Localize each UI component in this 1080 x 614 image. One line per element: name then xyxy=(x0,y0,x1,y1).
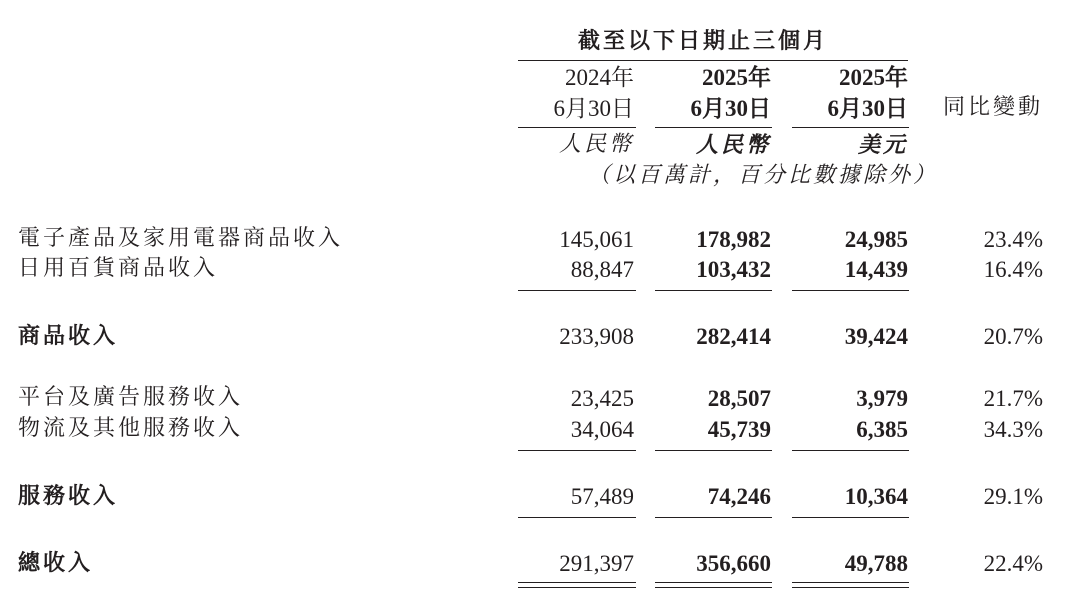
row-label: 日用百貨商品收入 xyxy=(18,256,219,281)
value-yoy: 16.4% xyxy=(983,257,1043,282)
col-2025-rmb-year: 2025年 xyxy=(702,65,771,90)
total-double-rule xyxy=(518,582,636,583)
col-2025-usd-rule xyxy=(792,127,909,128)
col-2024-date: 6月30日 xyxy=(553,96,634,121)
value-2025-rmb: 282,414 xyxy=(696,324,771,349)
subtotal-rule xyxy=(792,517,909,518)
value-2025-rmb: 178,982 xyxy=(696,227,771,252)
value-yoy: 21.7% xyxy=(983,386,1043,411)
total-double-rule xyxy=(792,587,909,588)
value-2024: 23,425 xyxy=(570,386,634,411)
unit-note: （以百萬計，百分比數據除外） xyxy=(588,163,939,188)
value-2025-rmb: 356,660 xyxy=(696,551,771,576)
value-2025-rmb: 103,432 xyxy=(696,257,771,282)
value-2025-usd: 3,979 xyxy=(856,386,908,411)
row-label-subtotal: 服務收入 xyxy=(18,483,119,509)
subtotal-rule xyxy=(518,517,636,518)
col-yoy-header: 同比變動 xyxy=(942,95,1043,120)
subtotal-rule xyxy=(655,450,772,451)
subtotal-rule xyxy=(655,290,772,291)
subtotal-rule xyxy=(518,290,636,291)
col-2024-rule xyxy=(518,127,636,128)
row-label-subtotal: 商品收入 xyxy=(18,323,119,349)
col-2025-usd-date: 6月30日 xyxy=(827,96,908,121)
value-2024: 57,489 xyxy=(570,484,634,509)
row-label: 平台及廣告服務收入 xyxy=(18,385,244,410)
value-yoy: 23.4% xyxy=(983,227,1043,252)
value-2025-usd: 39,424 xyxy=(844,324,908,349)
col-2024-currency: 人民幣 xyxy=(558,132,634,157)
value-2025-rmb: 74,246 xyxy=(707,484,771,509)
value-2025-usd: 14,439 xyxy=(844,257,908,282)
value-2025-usd: 10,364 xyxy=(844,484,908,509)
col-2025-rmb-currency: 人民幣 xyxy=(695,132,771,158)
value-yoy: 29.1% xyxy=(983,484,1043,509)
value-2025-usd: 49,788 xyxy=(844,551,908,576)
col-2025-rmb-rule xyxy=(655,127,772,128)
value-2025-usd: 24,985 xyxy=(844,227,908,252)
value-2024: 88,847 xyxy=(570,257,634,282)
total-double-rule xyxy=(655,587,772,588)
total-double-rule xyxy=(792,582,909,583)
col-2025-rmb-date: 6月30日 xyxy=(690,96,771,121)
col-2025-usd-currency: 美元 xyxy=(857,132,908,158)
value-2025-rmb: 45,739 xyxy=(707,417,771,442)
subtotal-rule xyxy=(792,290,909,291)
row-label: 電子產品及家用電器商品收入 xyxy=(18,226,344,251)
subtotal-rule xyxy=(655,517,772,518)
col-2024-year: 2024年 xyxy=(565,65,634,90)
subtotal-rule xyxy=(792,450,909,451)
value-yoy: 34.3% xyxy=(983,417,1043,442)
subtotal-rule xyxy=(518,450,636,451)
period-header: 截至以下日期止三個月 xyxy=(578,28,829,54)
col-2025-usd-year: 2025年 xyxy=(839,65,908,90)
total-double-rule xyxy=(655,582,772,583)
value-2024: 291,397 xyxy=(559,551,634,576)
value-2024: 34,064 xyxy=(570,417,634,442)
row-label-total: 總收入 xyxy=(18,550,94,576)
value-2025-usd: 6,385 xyxy=(856,417,908,442)
value-2024: 145,061 xyxy=(559,227,634,252)
value-yoy: 20.7% xyxy=(983,324,1043,349)
total-double-rule xyxy=(518,587,636,588)
header-rule xyxy=(518,60,908,61)
value-2025-rmb: 28,507 xyxy=(707,386,771,411)
row-label: 物流及其他服務收入 xyxy=(18,416,244,441)
value-2024: 233,908 xyxy=(559,324,634,349)
value-yoy: 22.4% xyxy=(983,551,1043,576)
